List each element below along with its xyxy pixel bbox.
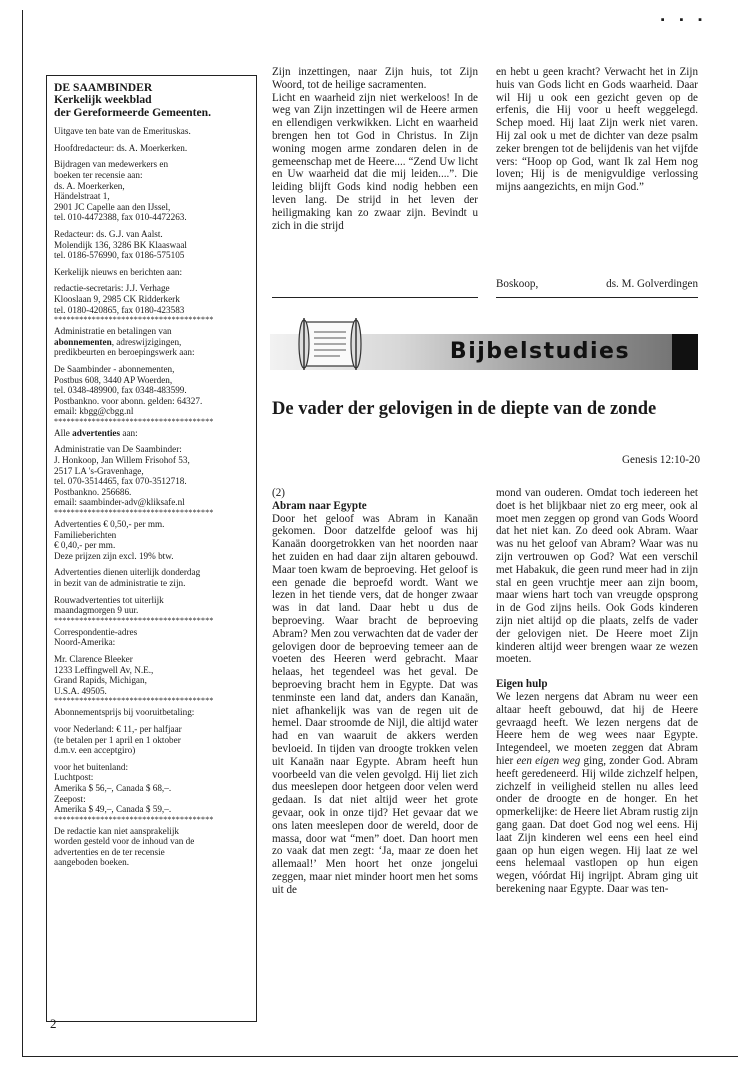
print-marks: ▪ ▪ ▪ bbox=[660, 14, 708, 26]
separator-stars: ************************************** bbox=[54, 315, 214, 325]
colophon-text: Hoofdredacteur: ds. A. Moerkerken. bbox=[54, 142, 188, 153]
colophon-text: Advertenties € 0,50,- per mm. Familieberichten € 0,40,- per mm. Deze prijzen zijn excl. 19% btw. bbox=[54, 519, 174, 561]
paragraph: Licht en waarheid zijn niet werkeloos! In de weg van Zijn inzettingen wil de Heere armen en ellendigen verkwikken. Licht en waarheid brengen hen tot God in Christus. In Zijn woning mogen arme zondaren delen in de gemeenschap met de Heere.... “Zend Uw licht en Uw waarheid dat die mij leiden....”. Die leiding blijft Gods kind nodig hebben een leven lang. De strijd in het leven der heiligmaking kan zo zwaar zijn. Bevindt u zich in die strijd bbox=[272, 91, 478, 232]
colophon-text: De Saambinder - abonnementen, Postbus 608, 3440 AP Woerden, tel. 0348-489900, fax 0348-483599. Postbankno. voor abonn. gelden: 64327. email: kbgg@cbgg.nl bbox=[54, 363, 203, 417]
colophon-text: Uitgave ten bate van de Emerituskas. bbox=[54, 126, 191, 137]
paragraph: We lezen nergens dat Abram nu weer een altaar heeft gebouwd, dat hij de Heere gevraagd heeft. We lezen nergens dat de Heere hem de weg wees naar Egypte. Integendeel, we moeten zeggen dat Abram hier een eigen weg ging, zonder God. Abram heeft geredeneerd. Hij wilde zichzelf helpen, zichzelf in veiligheid stellen nu alles leed onder de droogte en de honger. En het opmerkelijke: de Heere liet Abram rustig zijn gang gaan. Dat doet God nog wel eens. Hij laat Zijn kinderen wel eens een heel eind gaan op hun eigen wegen. Hij laat ze wel eens helemaal vastlopen op hun eigen wegen, vóórdat Hij ingrijpt. Abram ging uit berekening naar Egypte. Daar was ten- bbox=[496, 690, 698, 895]
paragraph: mond van ouderen. Omdat toch iedereen het doet is het blijkbaar niet zo erg meer, ook al moet men zeggen op grond van Gods Woord dat het niet kan. Zo deed ook Abram. Waar was nu het geloof van Abram? Waar was nu zijn vertrouwen op God? Wat een verschil met Habakuk, die geen rund meer had in zijn stal en geen vruchtje meer aan zijn boom, maar wiens hart toch van vreugde opsprong in de God zijns heils. Ook Gods kinderen zijn niet altijd op die plaats, zelfs de vader der gelovigen niet. De Heere moet Zijn kinderen altijd weer brengen waar ze wezen moeten. bbox=[496, 487, 698, 666]
signature-author: ds. M. Golverdingen bbox=[606, 278, 698, 290]
section-banner bbox=[270, 314, 698, 374]
colophon-title bbox=[54, 82, 249, 119]
colophon-text: Bijdragen van medewerkers en boeken ter recensie aan: ds. A. Moerkerken, Händelstraat 1, 2901 JC Capelle aan den IJssel, tel. 010-4472388, fax 010-4472263. bbox=[54, 159, 187, 223]
separator-stars: ************************************** bbox=[54, 696, 214, 706]
colophon-title-line: Kerkelijk weekblad bbox=[54, 93, 152, 107]
scroll-icon bbox=[296, 314, 366, 374]
colophon-box bbox=[46, 75, 257, 1022]
article-part-number: (2) bbox=[272, 487, 285, 499]
article-column-top-left bbox=[272, 66, 478, 232]
colophon-text: Advertenties dienen uiterlijk donderdag in bezit van de administratie te zijn. bbox=[54, 567, 201, 588]
colophon-text: De redactie kan niet aansprakelijk worden gesteld voor de inhoud van de advertenties en de ter recensie aangeboden boeken. bbox=[54, 825, 195, 868]
colophon-title-line: der Gereformeerde Gemeenten. bbox=[54, 105, 211, 119]
colophon-text: voor het buitenland: Luchtpost: Amerika $ 56,–, Canada $ 68,–. Zeepost: Amerika $ 49,–, Canada $ 59,–. bbox=[54, 761, 172, 815]
separator-stars: ************************************** bbox=[54, 814, 214, 824]
paragraph: Door het geloof was Abram in Kanaän gekomen. Door datzelfde geloof was hij Kanaän doorgetrokken van het noorden naar het zuiden en had daar zijn altaren gebouwd. Maar toen kwam de beproeving. Het geloof is een genade die beproefd wordt. Want we lezen in het tiende vers, dat de honger zwaar was in dat land. Daar hebt u dus de beproeving. Waar bracht de beproeving Abram? Men zou verwachten dat de vader der gelovigen door de beproeving temeer aan de voeten des Heeren werd gebracht. Maar helaas, het tegendeel was het geval. De beproeving bracht hem in Egypte. Dat was tenminste een land dat, anders dan Kanaän, niet afhankelijk was van de regen uit de hemel. Daar stroomde de Nijl, die altijd water had en van waaruit de akkers werden bevloeid. In tijden van droogte trokken velen uit Kanaän naar Egypte. Abram heeft hun voorbeeld van die velen gevolgd. Hij liet zich dus meeslepen door hetgeen door velen werd gedaan. Is dat niet altijd weer het grote gevaar, ook in onze tijd? Het gevaar dat we ons laten meeslepen door de wereld, door de massa, door wat “men” doet. Dan hoort men zo vaak dat men zegt: ‘Ja, maar ze doen het allemaal!’ Men hoort het onze jongelui zeggen, maar niet minder hoort men het soms uit de bbox=[272, 512, 478, 896]
article-column-left bbox=[272, 487, 478, 897]
colophon-text: Redacteur: ds. G.J. van Aalst. Molendijk 136, 3286 BK Klaaswaal tel. 0186-576990, fax 0186-575105 bbox=[54, 228, 187, 261]
subheading: Abram naar Egypte bbox=[272, 499, 367, 512]
signature-place: Boskoop, bbox=[496, 278, 539, 290]
article-column-right bbox=[496, 487, 698, 896]
paragraph: en hebt u geen kracht? Verwacht het in Zijn huis van Gods licht en Gods waarheid. Daar wil Hij u ook een gezicht geven op de erfenis, die Hij voor u heeft weggelegd. Schep moed. Hij laat Zijn werk niet varen. Hij zal ook u met de dichter van deze psalm zeker brengen tot de belijdenis van het vijfde vers: “Hoop op God, want Ik zal Hem nog loven; Hij is de menigvuldige verlossing mijns aangezichts, en mijn God.” bbox=[496, 66, 698, 194]
colophon-text: redactie-secretaris: J.J. Verhage Klooslaan 9, 2985 CK Ridderkerk tel. 0180-420865, fax 0180-423583 bbox=[54, 283, 185, 315]
separator-stars: ************************************** bbox=[54, 615, 214, 625]
article-headline: De vader der gelovigen in de diepte van de zonde bbox=[272, 399, 657, 419]
colophon-text: Alle advertenties aan: bbox=[54, 427, 138, 438]
column-rule bbox=[496, 297, 698, 298]
colophon-text: Correspondentie-adres Noord-Amerika: bbox=[54, 626, 138, 648]
colophon-title-line: DE SAAMBINDER bbox=[54, 81, 153, 94]
separator-stars: ************************************** bbox=[54, 508, 214, 518]
page-number: 2 bbox=[50, 1016, 57, 1031]
column-rule bbox=[272, 297, 478, 298]
signature-line bbox=[496, 278, 698, 290]
separator-stars: ************************************** bbox=[54, 416, 214, 426]
colophon-text: Rouwadvertenties tot uiterlijk maandagmorgen 9 uur. bbox=[54, 594, 164, 616]
colophon-text: Kerkelijk nieuws en berichten aan: bbox=[54, 266, 183, 277]
colophon-text: Administratie en betalingen van abonnementen, adreswijzigingen, predikbeurten en beroepingswerk aan: bbox=[54, 326, 195, 358]
article-column-top-right bbox=[496, 66, 698, 194]
colophon-text: Mr. Clarence Bleeker 1233 Leffingwell Av, N.E., Grand Rapids, Michigan, U.S.A. 49505. bbox=[54, 653, 154, 696]
banner-black-block bbox=[672, 334, 698, 370]
colophon-text: voor Nederland: € 11,- per halfjaar (te betalen per 1 april en 1 oktober d.m.v. een acceptgiro) bbox=[54, 723, 182, 756]
paragraph: Zijn inzettingen, naar Zijn huis, tot Zijn Woord, tot de heilige sacramenten. bbox=[272, 66, 478, 91]
colophon-text: Administratie van De Saambinder: J. Honkoop, Jan Willem Frisohof 53, 2517 LA 's-Gravenhage, tel. 070-3514465, fax 070-3512718. Postbankno. 256686. email: saambinder-adv@kliksafe.nl bbox=[54, 444, 190, 508]
scripture-reference: Genesis 12:10-20 bbox=[622, 454, 700, 466]
colophon-text: Abonnementsprijs bij vooruitbetaling: bbox=[54, 707, 195, 718]
banner-title: Bijbelstudies bbox=[449, 339, 631, 364]
subheading: Eigen hulp bbox=[496, 678, 548, 691]
